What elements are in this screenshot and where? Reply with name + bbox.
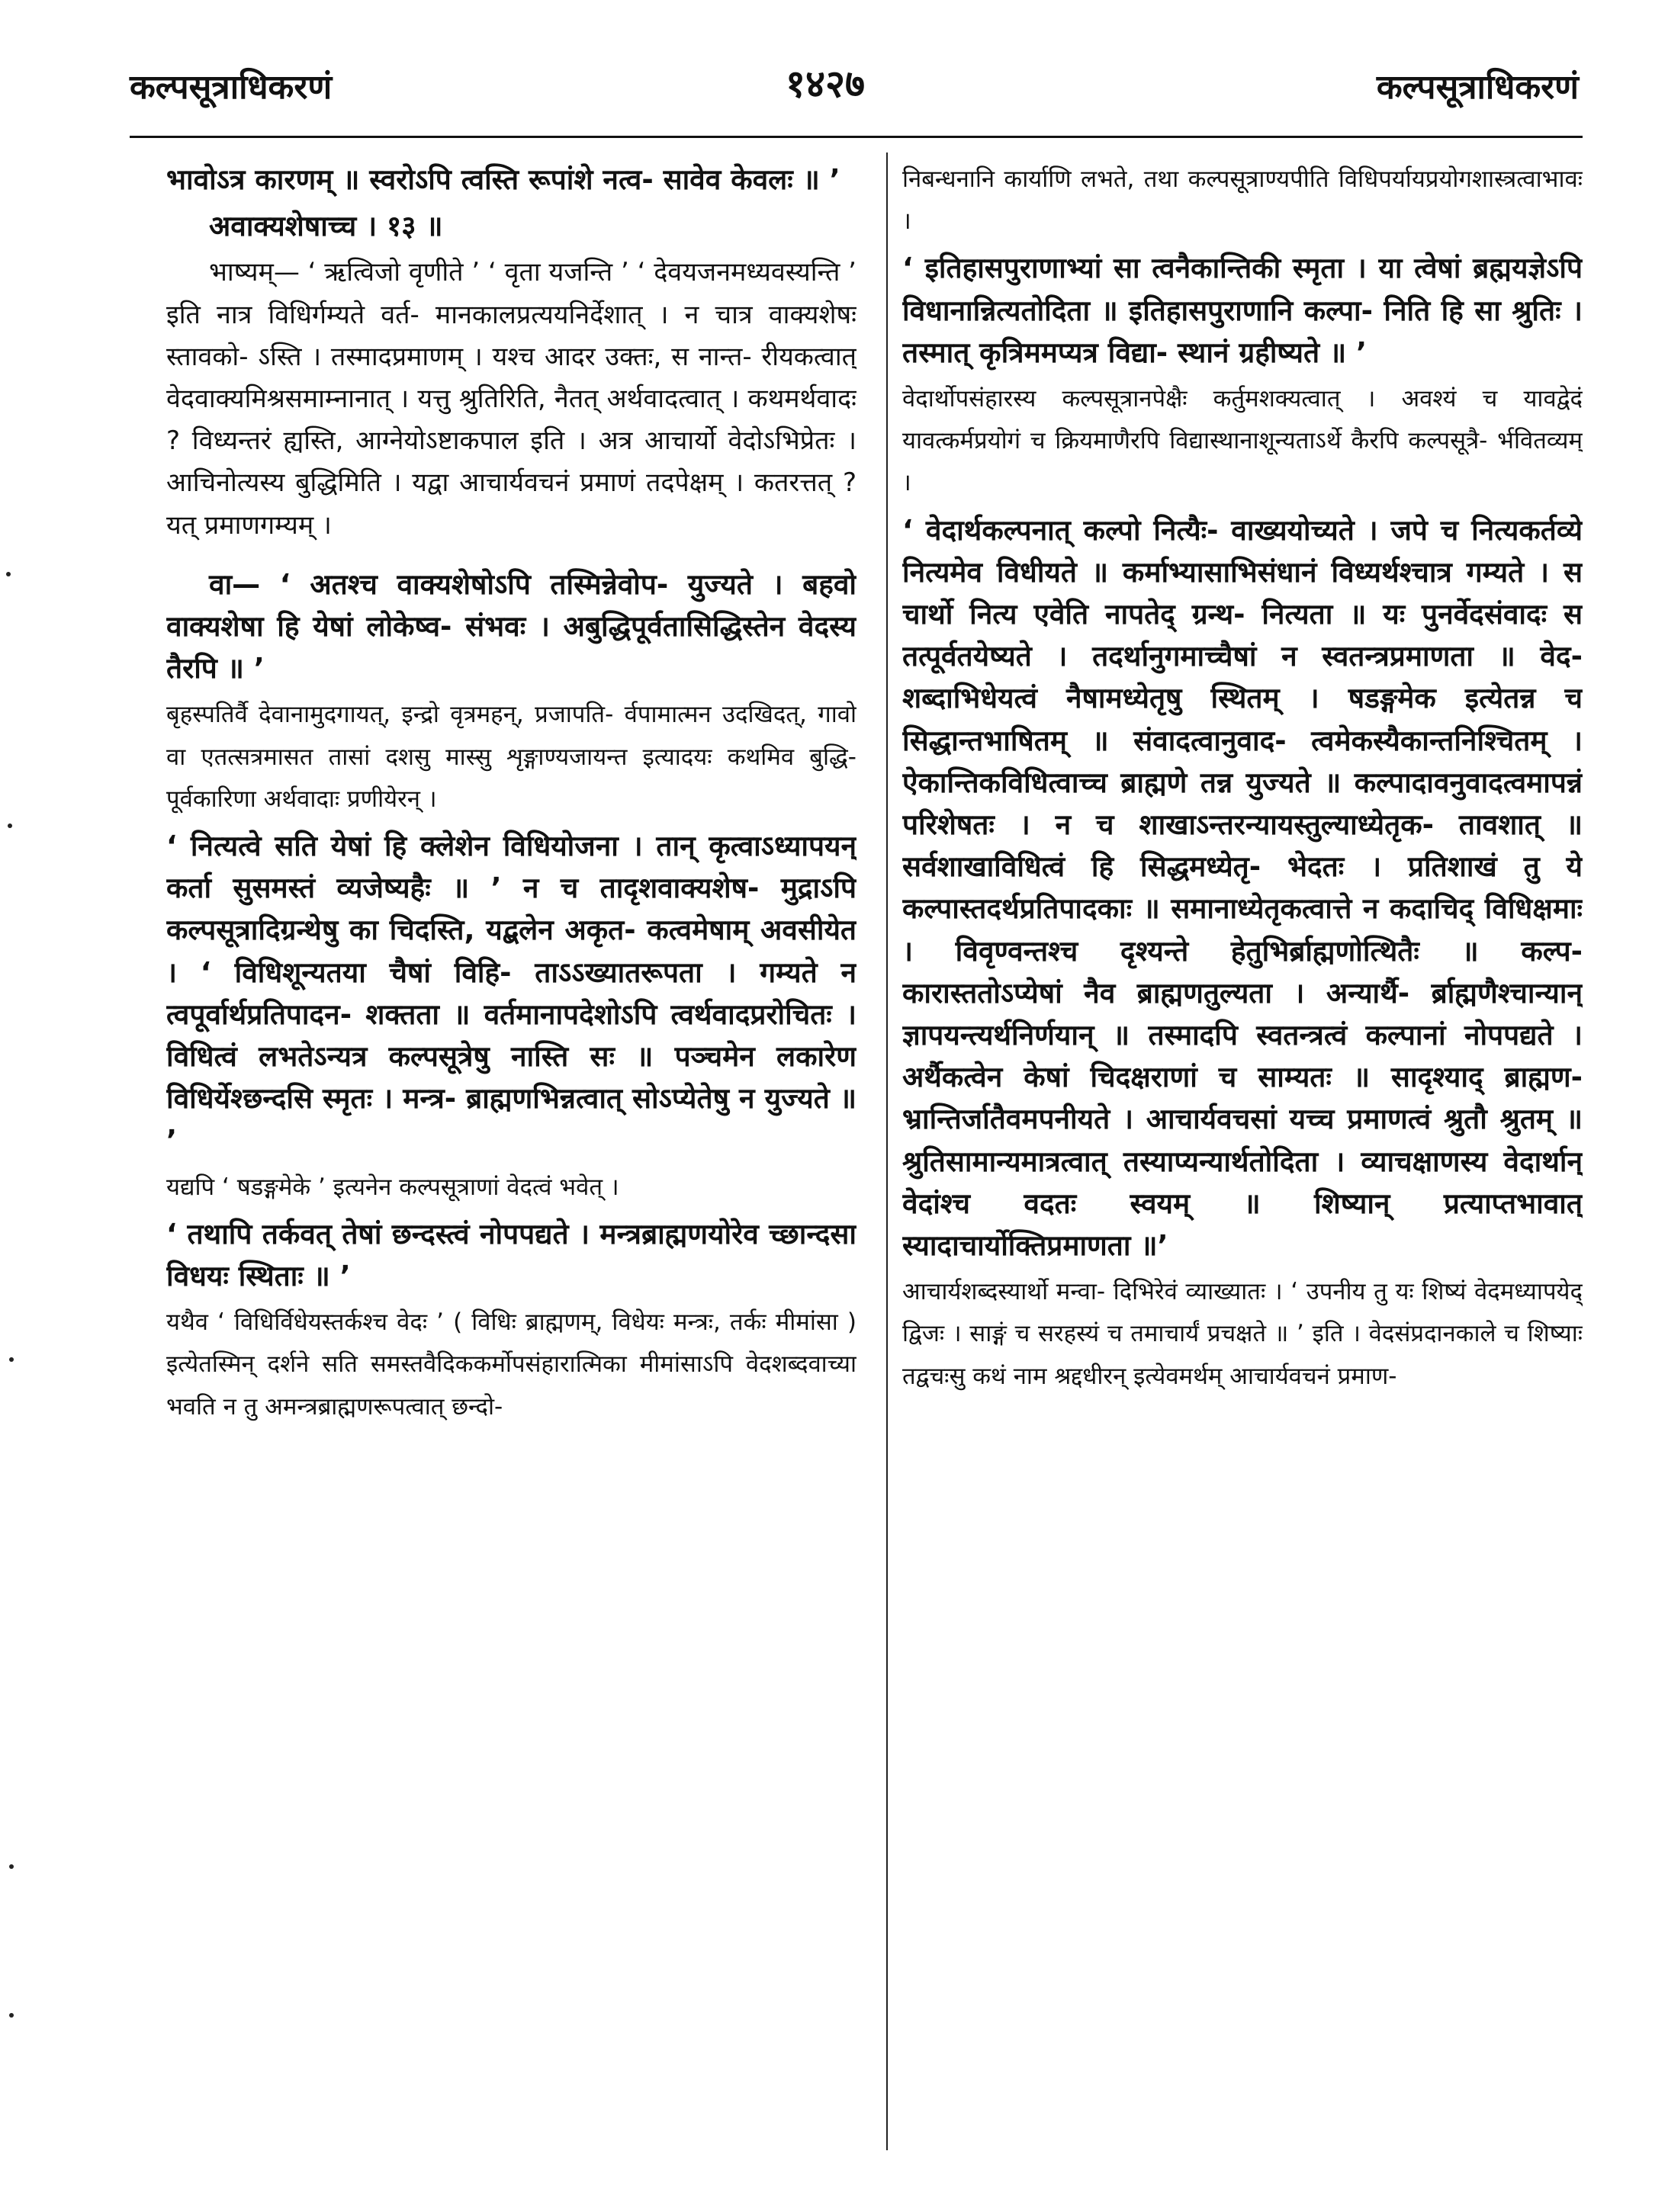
vartika-paragraph: वा— ‘ अतश्च वाक्यशेषोऽपि तस्मिन्नेवोप- युज्यते । बहवो वाक्यशेषा हि येषां लोकेष्व- संभवः । अबुद्धिपूर्वतासिद्धिस्तेन वेदस्य तैरपि ॥ ’ <box>166 567 856 685</box>
paragraph: वेदार्थोपसंहारस्य कल्पसूत्रानपेक्षैः कर्तुमशक्यत्वात् । अवश्यं च यावद्वेदं यावत्कर्मप्रयोगं च क्रियमाणैरपि विद्यास्थानाशून्यताऽर्थे कैरपि कल्पसूत्रै- र्भवितव्यम् । <box>902 385 1583 497</box>
paragraph: निबन्धनानि कार्याणि लभते, तथा कल्पसूत्राण्यपीति विधिपर्यायप्रयोगशास्त्रत्वाभावः । <box>902 165 1583 236</box>
paragraph: यद्यपि ‘ षडङ्गमेके ’ इत्यनेन कल्पसूत्राणां वेदत्वं भवेत् । <box>166 1173 619 1201</box>
page-number: १४२७ <box>786 62 865 106</box>
scan-speck <box>9 1357 14 1362</box>
paragraph: भावोऽत्र कारणम् ॥ स्वरोऽपि त्वस्ति रूपांशे नत्व- सावेव केवलः ॥ ’ <box>166 163 840 196</box>
verse-block: ‘ इतिहासपुराणाभ्यां सा त्वनैकान्तिकी स्मृता । या त्वेषां ब्रह्मयज्ञेऽपि विधानान्नित्यतोदिता ॥ इतिहासपुराणानि कल्पा- निति हि सा श्रुतिः । तस्मात् कृत्रिममप्यत्र विद्या- स्थानं ग्रहीष्यते ॥ ’ <box>902 252 1583 369</box>
page-header <box>130 55 1579 116</box>
paragraph: यथैव ‘ विधिर्विधेयस्तर्कश्च वेदः ’ ( विधिः ब्राह्मणम्, विधेयः मन्त्रः, तर्कः मीमांसा ) इत्येतस्मिन् दर्शने सति समस्तवैदिककर्मोपसंहारात्मिका मीमांसाऽपि वेदशब्दवाच्या भवति न तु अमन्त्रब्राह्मणरूपत्वात् छन्दो- <box>166 1308 856 1421</box>
paragraph: बृहस्पतिर्वै देवानामुदगायत्, इन्द्रो वृत्रमहन्, प्रजापति- र्वपामात्मन उदखिदत्, गावो वा एतत्सत्रमासत तासां दशसु मास्सु शृङ्गाण्यजायन्त इत्यादयः कथमिव बुद्धि- पूर्वकारिणा अर्थवादाः प्रणीयेरन् । <box>166 701 856 813</box>
verse-block: ‘ नित्यत्वे सति येषां हि क्लेशेन विधियोजना । तान् कृत्वाऽध्यापयन् कर्ता सुसमस्तं व्यजेष्यहैः ॥ ’ न च तादृशवाक्यशेष- मुद्राऽपि कल्पसूत्रादिग्रन्थेषु का चिदस्ति, यद्बलेन अकृत- कत्वमेषाम् अवसीयेत । ‘ विधिशून्यतया चैषां विहि- ताऽऽख्यातरूपता । गम्यते न त्वपूर्वार्थप्रतिपादन- शक्तता ॥ वर्तमानापदेशोऽपि त्वर्थवादप्ररोचितः । विधित्वं लभतेऽन्यत्र कल्पसूत्रेषु नास्ति सः ॥ पञ्चमेन लकारेण विधिर्येश्छन्दसि स्मृतः । मन्त्र- ब्राह्मणभिन्नत्वात् सोऽप्येतेषु न युज्यते ॥ ’ <box>166 830 856 1157</box>
verse-block: ‘ तथापि तर्कवत् तेषां छन्दस्त्वं नोपपद्यते । मन्त्रब्राह्मणयोरेव च्छान्दसा विधयः स्थिताः ॥ ’ <box>166 1217 856 1293</box>
scan-speck <box>9 2013 14 2018</box>
sutra-heading: अवाक्यशेषाच्च । १३ ॥ <box>209 210 443 243</box>
scan-speck <box>8 823 12 828</box>
running-title-right: कल्पसूत्राधिकरणं <box>1376 68 1579 107</box>
scan-speck <box>6 572 11 576</box>
column-divider <box>886 152 888 2150</box>
bhashya-paragraph: भाष्यम्— ‘ ऋत्विजो वृणीते ’ ‘ वृता यजन्ति ’ ‘ देवयजनमध्यवस्यन्ति ’ इति नात्र विधिर्गम्यते वर्त- मानकालप्रत्ययनिर्देशात् । न चात्र वाक्यशेषः स्तावको- ऽस्ति । तस्मादप्रमाणम् । यश्च आदर उक्तः, स नान्त- रीयकत्वात् वेदवाक्यमिश्रसमाम्नानात् । यत्तु श्रुतिरिति, नैतत् अर्थवादत्वात् । कथमर्थवादः ? विध्यन्तरं ह्यस्ति, आग्नेयोऽष्टाकपाल इति । अत्र आचार्यो वेदोऽभिप्रेतः । आचिनोत्यस्य बुद्धिमिति । यद्वा आचार्यवचनं प्रमाणं तदपेक्षम् । कतरत्तत् ? यत् प्रमाणगम्यम् । <box>166 257 856 541</box>
header-rule <box>130 136 1583 138</box>
scan-speck <box>9 1864 14 1869</box>
paragraph: आचार्यशब्दस्यार्थो मन्वा- दिभिरेवं व्याख्यातः । ‘ उपनीय तु यः शिष्यं वेदमध्यापयेद् द्विजः । साङ्गं च सरहस्यं च तमाचार्यं प्रचक्षते ॥ ’ इति । वेदसंप्रदानकाले च शिष्याः तद्वचःसु कथं नाम श्रद्दधीरन् इत्येवमर्थम् आचार्यवचनं प्रमाण- <box>902 1278 1583 1390</box>
right-column <box>902 159 1583 2164</box>
running-title-left: कल्पसूत्राधिकरणं <box>130 68 333 107</box>
left-column <box>166 159 856 2164</box>
verse-block: ‘ वेदार्थकल्पनात् कल्पो नित्यैः- वाख्ययोच्यते । जपे च नित्यकर्तव्ये नित्यमेव विधीयते ॥ कर्माभ्यासाभिसंधानं विध्यर्थश्चात्र गम्यते । स चार्थो नित्य एवेति नापतेद् ग्रन्थ- नित्यता ॥ यः पुनर्वेदसंवादः स तत्पूर्वतयेष्यते । तदर्थानुगमाच्चैषां न स्वतन्त्रप्रमाणता ॥ वेद- शब्दाभिधेयत्वं नैषामध्येतृषु स्थितम् । षडङ्गमेक इत्येतन्न च सिद्धान्तभाषितम् ॥ संवादत्वानुवाद- त्वमेकस्यैकान्तनिश्चितम् । ऐकान्तिकविधित्वाच्च ब्राह्मणे तन्न युज्यते ॥ कल्पादावनुवादत्वमापन्नं परिशेषतः । न च शाखाऽन्तरन्यायस्तुल्याध्येतृक- तावशात् ॥ सर्वशाखाविधित्वं हि सिद्धमध्येतृ- भेदतः । प्रतिशाखं तु ये कल्पास्तदर्थप्रतिपादकाः ॥ समानाध्येतृकत्वात्ते न कदाचिद् विधिक्षमाः । विवृण्वन्तश्च दृश्यन्ते हेतुभिर्ब्राह्मणोत्थितैः ॥ कल्प- कारास्ततोऽप्येषां नैव ब्राह्मणतुल्यता । अन्यार्थै- र्ब्राह्मणैश्चान्यान् ज्ञापयन्त्यर्थनिर्णयान् ॥ तस्मादपि स्वतन्त्रत्वं कल्पानां नोपपद्यते । अर्थैकत्वेन केषां चिदक्षराणां च साम्यतः ॥ सादृश्याद् ब्राह्मण- भ्रान्तिर्जातैवमपनीयते । आचार्यवचसां यच्च प्रमाणत्वं श्रुतौ श्रुतम् ॥ श्रुतिसामान्यमात्रत्वात् तस्याप्यन्यार्थतोदिता । व्याचक्षाणस्य वेदार्थान् वेदांश्च वदतः स्वयम् ॥ शिष्यान् प्रत्याप्तभावात् स्यादाचार्योक्तिप्रमाणता ॥’ <box>902 513 1583 1263</box>
